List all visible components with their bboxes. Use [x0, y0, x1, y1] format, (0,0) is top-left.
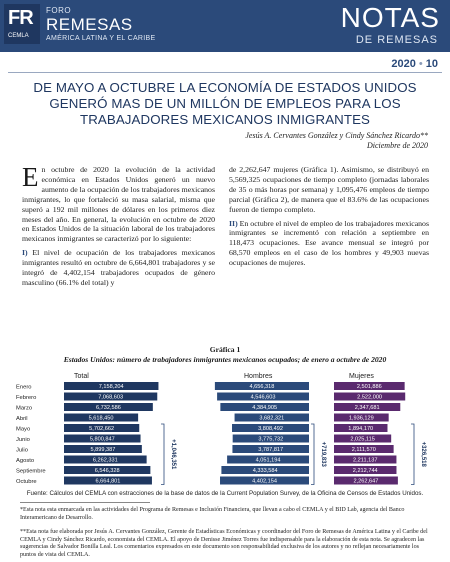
point-1-number: I)	[22, 248, 28, 258]
bracket-2	[411, 424, 414, 485]
body-column-left	[22, 162, 215, 292]
footnote-1: *Esta nota esta enmarcada en las actividades del Programa de Remesas e Inclusión Financiera, que llevan a cabo el CEMLA y el BID Lab, agencia del Banco Interamericano de Desarrollo.	[20, 507, 405, 521]
data-label-mujeres: 2,111,570	[351, 447, 376, 453]
data-label-total: 5,800,847	[89, 436, 115, 443]
drop-cap: E	[22, 162, 39, 192]
data-label-mujeres: 2,211,137	[352, 457, 378, 464]
data-label-hombres: 3,787,817	[258, 447, 284, 453]
data-label-mujeres: 2,347,681	[354, 405, 380, 411]
point-1-text: El nivel de ocupación de los trabajadores mexicanos inmigrantes resultó en octubre de 6,664,801 trabajadores y se integró de 4,402,154 trabajadores ocupados de género masculino (66.1% del total) y	[22, 248, 215, 287]
chart-area	[14, 370, 439, 490]
category-label: Septiembre	[16, 468, 46, 475]
logo-cemla-text: CEMLA	[8, 33, 29, 39]
data-label-total: 6,262,331	[92, 457, 118, 464]
annotation-change-2: +326,518	[420, 441, 426, 467]
category-label: Mayo	[16, 426, 31, 433]
issue-year: 2020	[391, 58, 416, 70]
data-label-total: 5,618,450	[88, 415, 114, 422]
data-label-total: 5,899,387	[90, 447, 116, 453]
intro-paragraph	[22, 162, 215, 244]
point-2-number: II)	[229, 218, 238, 228]
brand-large: REMESAS	[46, 15, 133, 34]
chart-label: Gráfica 1	[209, 345, 241, 354]
data-label-mujeres: 2,262,647	[353, 478, 379, 485]
brand-small: FORO	[46, 6, 72, 15]
issue-separator: •	[418, 58, 423, 70]
data-label-hombres: 3,682,321	[259, 415, 285, 422]
data-label-total: 7,158,204	[98, 384, 124, 390]
data-label-hombres: 4,546,603	[250, 394, 276, 401]
category-label: Junio	[16, 437, 30, 443]
data-label-total: 5,702,662	[89, 426, 115, 432]
point-1-continued: de 2,262,647 mujeres (Gráfica 1). Asimismo, se distribuyó en 5,569,325 ocupaciones de tiempo completo (jornadas laborales de 35 o más horas por semana) y 1,095,476 empleos de tiempo parcial (Gráfica 2), de manera que el 83.6% de las ocupaciones fueron de tiempo completo.	[229, 165, 429, 214]
bracket-0	[161, 424, 164, 485]
data-label-total: 6,732,586	[95, 405, 121, 411]
chart-source: Fuente: Cálculos del CEMLA con estracciones de la base de datos de la Current Population Survey, de la Oficina de Censos de Estados Unidos.	[26, 490, 424, 497]
data-label-hombres: 4,051,194	[255, 457, 281, 464]
data-label-total: 7,068,603	[98, 394, 124, 401]
data-label-mujeres: 1,936,129	[348, 415, 374, 422]
chart-title	[20, 345, 430, 364]
category-label: Agosto	[16, 458, 35, 464]
annotation-change-1: +719,833	[320, 441, 326, 467]
data-label-hombres: 4,333,584	[252, 468, 278, 474]
publication-date: Diciembre de 2020	[366, 141, 428, 150]
chart-title-text: Estados Unidos: número de trabajadores inmigrantes mexicanos ocupados; de enero a octubre de 2020	[63, 354, 387, 364]
category-label: Enero	[16, 384, 32, 391]
chart-svg	[14, 370, 439, 490]
footnote-2: **Esta nota fue elaborada por Jesús A. Cervantes González, Gerente de Estadísticas Económicas y coordinador del Foro de Remesas de América Latina y el Caribe del CEMLA y Cindy Sánchez Ricardo, economista del CEMLA. El apoyo de Denisse Jiménez Torres fue indispensable para la elaboración de esta nota. Se agradecen las sugerencias de Salvador Bonilla Leal. Los comentarios expresados en este documento son responsabilidad exclusiva de los autores y no reflejan necesariamente los puntos de vista del CEMLA.	[20, 529, 428, 558]
data-label-mujeres: 2,501,886	[356, 384, 382, 390]
category-label: Marzo	[16, 405, 33, 412]
authors-block	[245, 131, 428, 151]
category-label: Abril	[16, 416, 28, 422]
data-label-total: 6,664,801	[95, 478, 121, 485]
intro-text: n octubre de 2020 la evolución de la actividad económica en Estados Unidos generó un nuevo aumento de la ocupación de los trabajadores mexicanos inmigrantes, lo que fortaleció su masa salarial, misma que superó a 192 mil millones de dólares en los primeros diez meses del año. En general, la evolución en octubre de 2020 en Estados Unidos de la situación laboral de los trabajadores mexicanos inmigrantes se caracterizó por lo siguiente:	[22, 165, 215, 244]
category-label: Febrero	[16, 395, 37, 401]
brand-subtitle: AMÉRICA LATINA Y EL CARIBE	[46, 35, 156, 42]
data-label-hombres: 4,384,905	[252, 405, 278, 411]
page-header	[0, 0, 450, 52]
series-header-total: Total	[74, 373, 89, 380]
point-2	[229, 219, 429, 269]
issue-no: 10	[425, 58, 438, 70]
body-column-right	[229, 165, 429, 272]
data-label-mujeres: 2,522,000	[357, 394, 383, 401]
annotation-change-0: +1,046,351	[170, 439, 176, 470]
header-rule	[8, 72, 442, 73]
data-label-mujeres: 2,025,115	[350, 436, 375, 443]
author-names: Jesús A. Cervantes González y Cindy Sánchez Ricardo**	[245, 131, 428, 140]
data-label-hombres: 4,656,318	[249, 384, 275, 390]
series-header-mujeres: Mujeres	[349, 373, 374, 380]
data-label-mujeres: 2,212,744	[352, 468, 378, 474]
data-label-hombres: 3,808,492	[258, 426, 283, 432]
bracket-1	[311, 424, 314, 485]
article-title: DE MAYO A OCTUBRE LA ECONOMÍA DE ESTADOS UNIDOS GENERÓ MAS DE UN MILLÓN DE EMPLEOS PARA LOS TRABAJADORES MEXICANOS INMIGRANTES	[33, 80, 417, 127]
issue-number	[391, 58, 438, 70]
data-label-hombres: 4,402,154	[252, 478, 277, 485]
point-1	[22, 248, 215, 288]
logo-fr-text: FR	[8, 7, 33, 29]
category-label: Octubre	[16, 479, 37, 485]
series-header-hombres: Hombres	[244, 373, 273, 380]
publication-title: NOTAS	[340, 2, 440, 33]
footnote-rule	[20, 502, 150, 503]
publication-subtitle: DE REMESAS	[355, 34, 438, 46]
data-label-hombres: 3,775,732	[258, 436, 284, 443]
category-label: Julio	[16, 447, 28, 454]
data-label-mujeres: 1,894,170	[348, 426, 374, 432]
data-label-total: 6,546,328	[94, 468, 120, 474]
point-2-text: En octubre el nivel de empleo de los trabajadores mexicanos inmigrantes se incrementó con relación a septiembre en 118,473 ocupaciones. Ese avance mensual se integró por 68,570 empleos en el caso de los hombres y 49,903 nuevas ocupaciones de mujeres.	[229, 218, 429, 268]
